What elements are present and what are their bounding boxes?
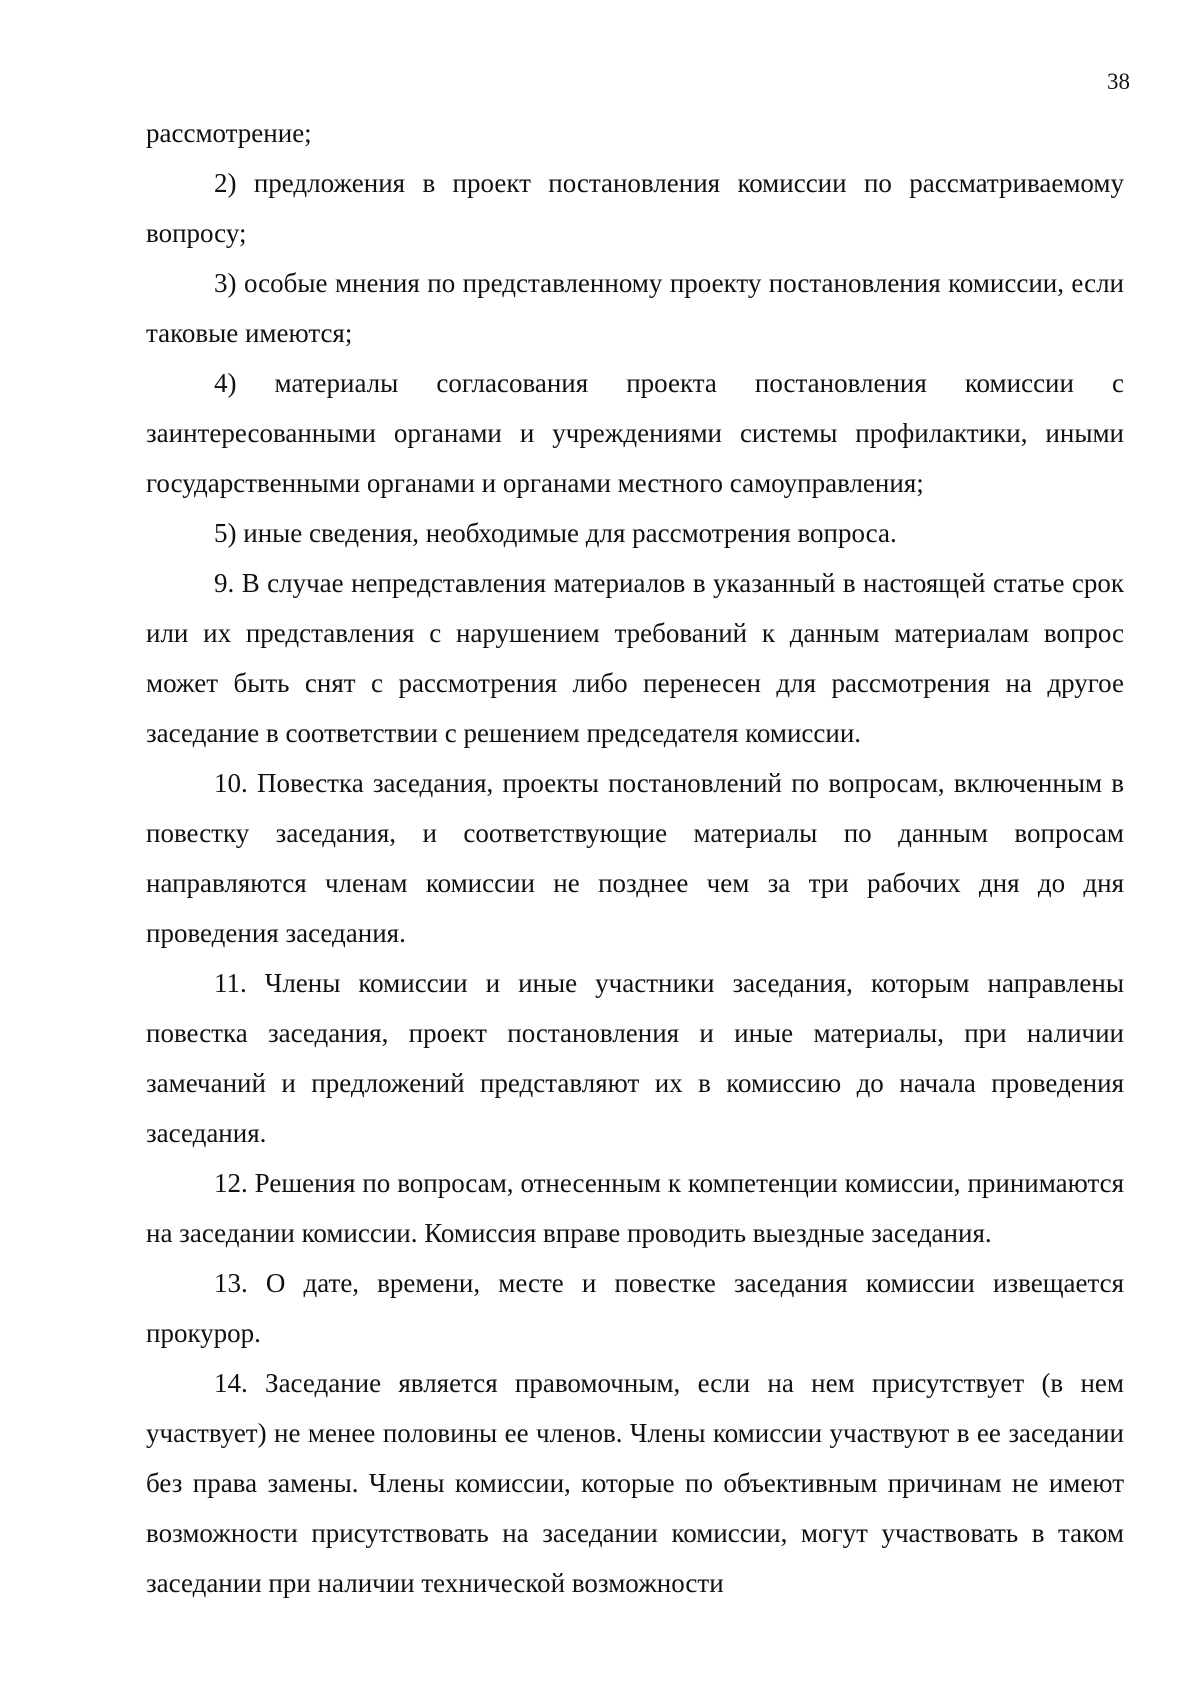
paragraph-clause-14: 14. Заседание является правомочным, если на нем присутствует (в нем участвует) не менее половины ее членов. Члены комиссии участвуют в ее заседании без права замены. Члены комиссии, которые по объективным причинам не имеют возможности присутствовать на заседании комиссии, могут участвовать в таком заседании при наличии технической возможности <box>146 1368 1124 1598</box>
document-body <box>146 108 1124 1608</box>
paragraph-clause-12: 12. Решения по вопросам, отнесенным к компетенции комиссии, принимаются на заседании комиссии. Комиссия вправе проводить выездные заседания. <box>146 1168 1124 1248</box>
paragraph-clause-9: 9. В случае непредставления материалов в указанный в настоящей статье срок или их представления с нарушением требований к данным материалам вопрос может быть снят с рассмотрения либо перенесен для рассмотрения на другое заседание в соответствии с решением председателя комиссии. <box>146 568 1124 748</box>
paragraph-item-2: 2) предложения в проект постановления комиссии по рассматриваемому вопросу; <box>146 168 1124 248</box>
paragraph-continuation: рассмотрение; <box>146 118 312 148</box>
paragraph-clause-13: 13. О дате, времени, месте и повестке заседания комиссии извещается прокурор. <box>146 1268 1124 1348</box>
page-number: 38 <box>1107 69 1130 94</box>
paragraph-item-5: 5) иные сведения, необходимые для рассмотрения вопроса. <box>214 518 897 548</box>
paragraph-item-3: 3) особые мнения по представленному проекту постановления комиссии, если таковые имеются; <box>146 268 1124 348</box>
paragraph-clause-11: 11. Члены комиссии и иные участники заседания, которым направлены повестка заседания, проект постановления и иные материалы, при наличии замечаний и предложений представляют их в комиссию до начала проведения заседания. <box>146 968 1124 1148</box>
paragraph-clause-10: 10. Повестка заседания, проекты постановлений по вопросам, включенным в повестку заседания, и соответствующие материалы по данным вопросам направляются членам комиссии не позднее чем за три рабочих дня до дня проведения заседания. <box>146 768 1124 948</box>
paragraph-item-4: 4) материалы согласования проекта постановления комиссии с заинтересованными органами и учреждениями системы профилактики, иными государственными органами и органами местного самоуправления; <box>146 368 1124 498</box>
